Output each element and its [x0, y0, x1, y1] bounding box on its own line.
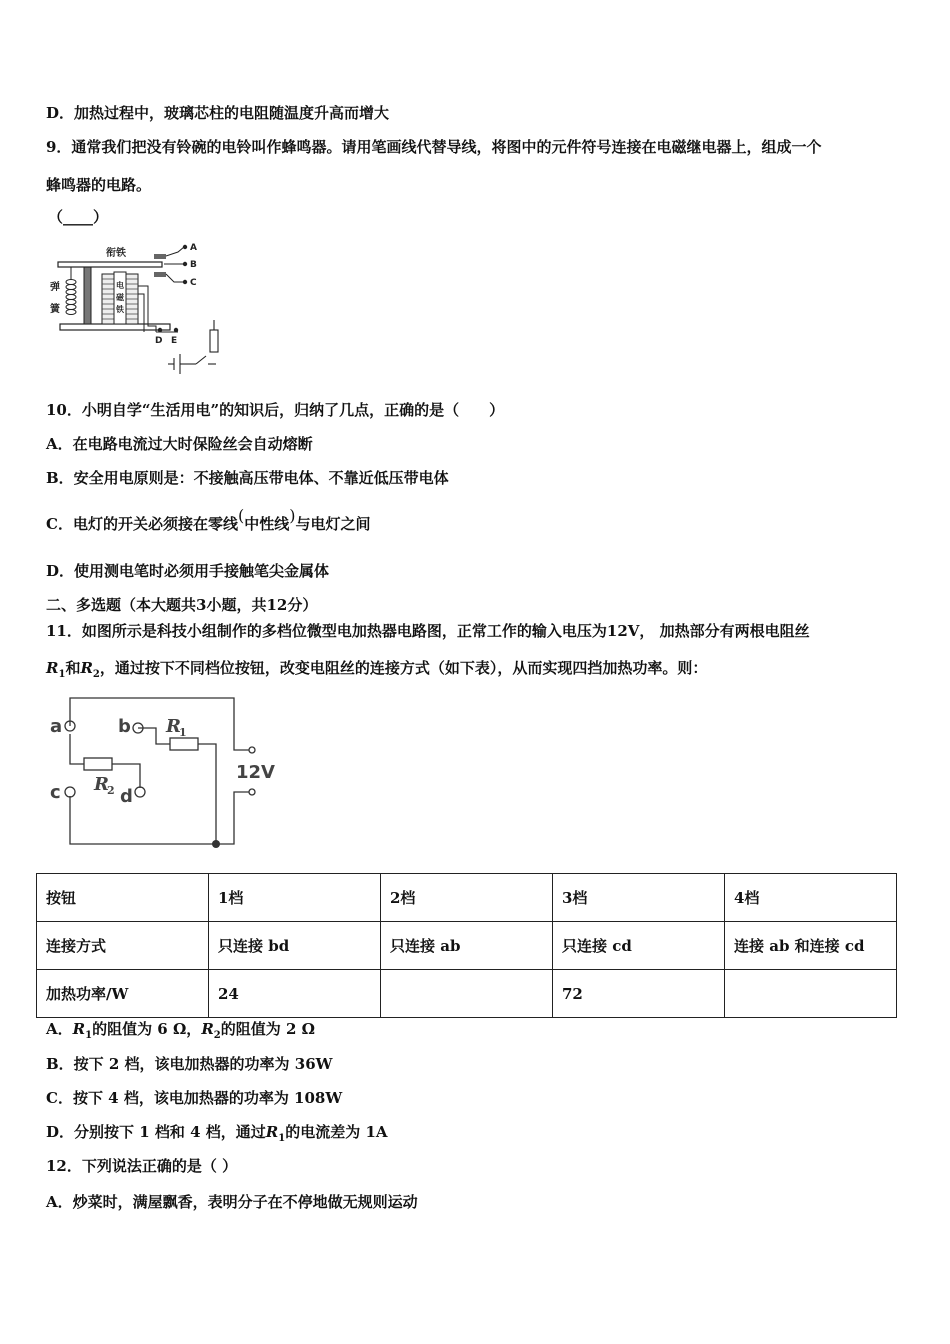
connection-table: [36, 873, 897, 1018]
label-d: d: [120, 786, 133, 807]
relay-base: [60, 324, 170, 330]
label-r2: R: [94, 774, 109, 795]
table-cell: 2档: [381, 874, 553, 922]
q12-stem: 12．下列说法正确的是（ ）: [46, 1157, 238, 1175]
label-mag-3: 铁: [116, 305, 124, 314]
spring-coil: [66, 264, 76, 315]
label-r1-sub: 1: [179, 726, 187, 739]
table-row: [37, 874, 897, 922]
r2-symbol: R: [80, 659, 93, 677]
label-c: c: [50, 782, 61, 803]
resistor-r2: [84, 758, 112, 770]
q11-option-a: [46, 1019, 315, 1046]
q11-stem-line2: [46, 658, 707, 685]
q8-option-d: D．加热过程中，玻璃芯柱的电阻随温度升高而增大: [46, 104, 390, 122]
q10-stem: 10．小明自学“生活用电”的知识后，归纳了几点，正确的是（ ）: [46, 401, 505, 419]
q10-option-d: D．使用测电笔时必须用手接触笔尖金属体: [46, 562, 330, 580]
q10-option-c-part2: 中性线: [244, 515, 290, 533]
q10-option-a: A．在电路电流过大时保险丝会自动熔断: [46, 435, 313, 453]
paren-right: ): [289, 506, 296, 525]
opt-mid: 的阻值为 6 Ω，: [92, 1020, 202, 1038]
opt-prefix: D．分别按下 1 档和 4 档，通过: [46, 1123, 266, 1141]
table-cell: [725, 970, 897, 1018]
table-cell: 连接 ab 和连接 cd: [725, 922, 897, 970]
q11-option-d: [46, 1122, 388, 1149]
r2-symbol: R: [201, 1020, 214, 1038]
label-mag-2: 磁: [116, 293, 124, 302]
r1-sub: 1: [58, 669, 66, 680]
q9-stem-line1: 9．通常我们把没有铃碗的电铃叫作蜂鸣器。请用笔画线代替导线，将图中的元件符号连接在电磁继电器上，组成一个: [46, 138, 822, 156]
q9-answer-blank: （____）: [48, 208, 109, 226]
relay-figure: [44, 236, 234, 382]
label-spring-1: 弹: [50, 282, 60, 293]
q11-option-c: C．按下 4 档，该电加热器的功率为 108W: [46, 1089, 343, 1107]
q11-stem-line2-rest: ，通过按下不同档位按钮，改变电阻丝的连接方式（如下表），从而实现四挡加热功率。则：: [99, 659, 708, 677]
section-title: 二、多选题（本大题共3小题，共12分）: [46, 596, 318, 614]
armature-bar: [58, 262, 162, 267]
table-cell: 只连接 bd: [209, 922, 381, 970]
r1-sub: 1: [278, 1133, 286, 1144]
label-b: b: [118, 716, 131, 737]
relay-post: [84, 262, 91, 324]
resistor-r1: [170, 738, 198, 750]
opt-prefix: A．: [46, 1020, 73, 1038]
q11-option-b: B．按下 2 档，该电加热器的功率为 36W: [46, 1055, 333, 1073]
and-text: 和: [65, 659, 81, 677]
terminal-b: B: [190, 260, 197, 270]
label-armature: 衔铁: [106, 248, 126, 259]
label-spring-2: 簧: [50, 304, 60, 315]
table-cell: 3档: [553, 874, 725, 922]
label-r2-sub: 2: [107, 784, 115, 797]
q10-option-c-part1: C．电灯的开关必须接在零线: [46, 515, 238, 533]
table-cell: 按钮: [37, 874, 209, 922]
table-cell: 连接方式: [37, 922, 209, 970]
r1-symbol: R: [72, 1020, 86, 1038]
table-cell: 4档: [725, 874, 897, 922]
table-cell: 加热功率/W: [37, 970, 209, 1018]
q9-stem-line2: 蜂鸣器的电路。: [46, 176, 152, 194]
buzzer-symbol: [210, 330, 218, 352]
terminal-c-dot: [65, 787, 75, 797]
terminal-a: A: [190, 243, 197, 253]
table-cell: 只连接 ab: [381, 922, 553, 970]
table-row: [37, 922, 897, 970]
label-r1: R: [166, 716, 181, 737]
table-cell: 24: [209, 970, 381, 1018]
q10-option-c-part3: 与电灯之间: [295, 515, 371, 533]
contact-upper: [154, 254, 166, 259]
r1-sub: 1: [85, 1030, 93, 1041]
q10-option-c: [46, 506, 371, 534]
r1-symbol: R: [46, 659, 59, 677]
table-cell: 只连接 cd: [553, 922, 725, 970]
table-cell: 1档: [209, 874, 381, 922]
heater-circuit-figure: [44, 694, 284, 854]
paren-left: (: [237, 506, 245, 525]
q12-option-a: A．炒菜时，满屋飘香，表明分子在不停地做无规则运动: [46, 1193, 418, 1211]
contact-lower: [154, 272, 166, 277]
terminal-c: C: [190, 278, 197, 288]
q11-stem-line1: 11．如图所示是科技小组制作的多档位微型电加热器电路图，正常工作的输入电压为12V， 加热部分有两根电阻丝: [46, 622, 810, 640]
terminal-d: D: [155, 336, 163, 346]
table-row: [37, 970, 897, 1018]
terminal-e: E: [171, 336, 178, 346]
opt-end: 的电流差为 1A: [285, 1123, 388, 1141]
label-a: a: [50, 716, 63, 737]
terminal-d-dot: [135, 787, 145, 797]
r1-symbol: R: [265, 1123, 279, 1141]
table-cell: [381, 970, 553, 1018]
table-cell: 72: [553, 970, 725, 1018]
q10-option-b: B．安全用电原则是：不接触高压带电体、不靠近低压带电体: [46, 469, 449, 487]
opt-end: 的阻值为 2 Ω: [220, 1020, 315, 1038]
label-mag-1: 电: [116, 281, 124, 290]
r2-sub: 2: [213, 1030, 221, 1041]
r2-sub: 2: [92, 669, 100, 680]
label-12v: 12V: [236, 762, 275, 783]
